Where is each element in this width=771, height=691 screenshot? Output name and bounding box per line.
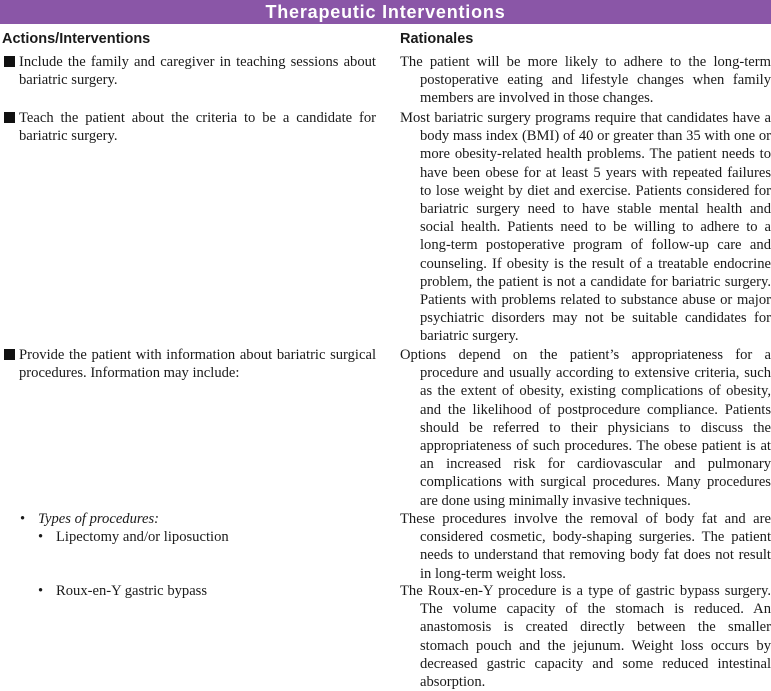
action-text: Provide the patient with information about bariatric surgical procedures. Information may include:: [19, 347, 376, 382]
procedure-types-label: Types of procedures:: [38, 511, 160, 527]
rationale-family: The patient will be more likely to adhere to the long-term postoperative eating and lifestyle changes when family members are involved in those changes.: [400, 54, 771, 107]
bullet-dot-icon: •: [38, 583, 44, 599]
procedure-item-roux-en-y: [38, 582, 207, 600]
rationale-criteria: Most bariatric surgery programs require that candidates have a body mass index (BMI) of 40 or greater than 35 with one or more obesity-related health problems. The patient needs to have been obese for at least 5 years with repeated failures to lose weight by diet and exercise. Patients considered for bariatric surgery need to have stable mental health and social health. Patients need to be willing to adhere to a long-term postoperative program of follow-up care and counseling. If obesity is the result of a treatable endocrine problem, the patient is not a candidate for bariatric surgery. Patients with problems related to substance abuse or major psychiatric disorders may not be suitable candidates for bariatric surgery.: [400, 110, 771, 345]
actions-column-header: Actions/Interventions: [2, 31, 151, 47]
bullet-dot-icon: •: [20, 511, 26, 527]
square-bullet-icon: [4, 112, 15, 123]
bullet-dot-icon: •: [38, 529, 44, 545]
action-item-family: [4, 53, 376, 89]
action-item-criteria: [4, 109, 376, 145]
rationales-column-header: Rationales: [400, 31, 474, 47]
procedure-name: Roux-en-Y gastric bypass: [56, 583, 208, 599]
procedure-name: Lipectomy and/or liposuction: [56, 529, 229, 545]
action-text: Teach the patient about the criteria to be a candidate for bariatric surgery.: [19, 110, 376, 145]
square-bullet-icon: [4, 56, 15, 67]
section-banner: Therapeutic Interventions: [0, 0, 771, 24]
square-bullet-icon: [4, 349, 15, 360]
rationale-roux-en-y: The Roux-en-Y procedure is a type of gastric bypass surgery. The volume capacity of the stomach is reduced. An anastomosis is created directly between the smaller stomach pouch and the jejunum. Weight loss occurs by decreased gastric capacity and some reduced intestinal absorption.: [400, 583, 771, 691]
rationale-lipectomy: These procedures involve the removal of body fat and are considered cosmetic, body-shaping surgeries. The patient needs to understand that removing body fat does not result in long-term weight loss.: [400, 511, 771, 582]
rationale-procedures-info: Options depend on the patient’s appropriateness for a procedure and usually according to extensive criteria, such as the extent of obesity, existing complications of obesity, and the likelihood of postprocedure compliance. Patients should be referred to their physicians to discuss the appropriateness of such procedures. The obese patient is at an increased risk for cardiovascular and pulmonary complications with surgical procedures. Many procedures are done using minimally invasive techniques.: [400, 347, 771, 509]
procedure-types-heading: [20, 510, 159, 528]
action-item-procedures-info: [4, 346, 376, 382]
procedure-item-lipectomy: [38, 528, 229, 546]
action-text: Include the family and caregiver in teaching sessions about bariatric surgery.: [19, 54, 376, 89]
